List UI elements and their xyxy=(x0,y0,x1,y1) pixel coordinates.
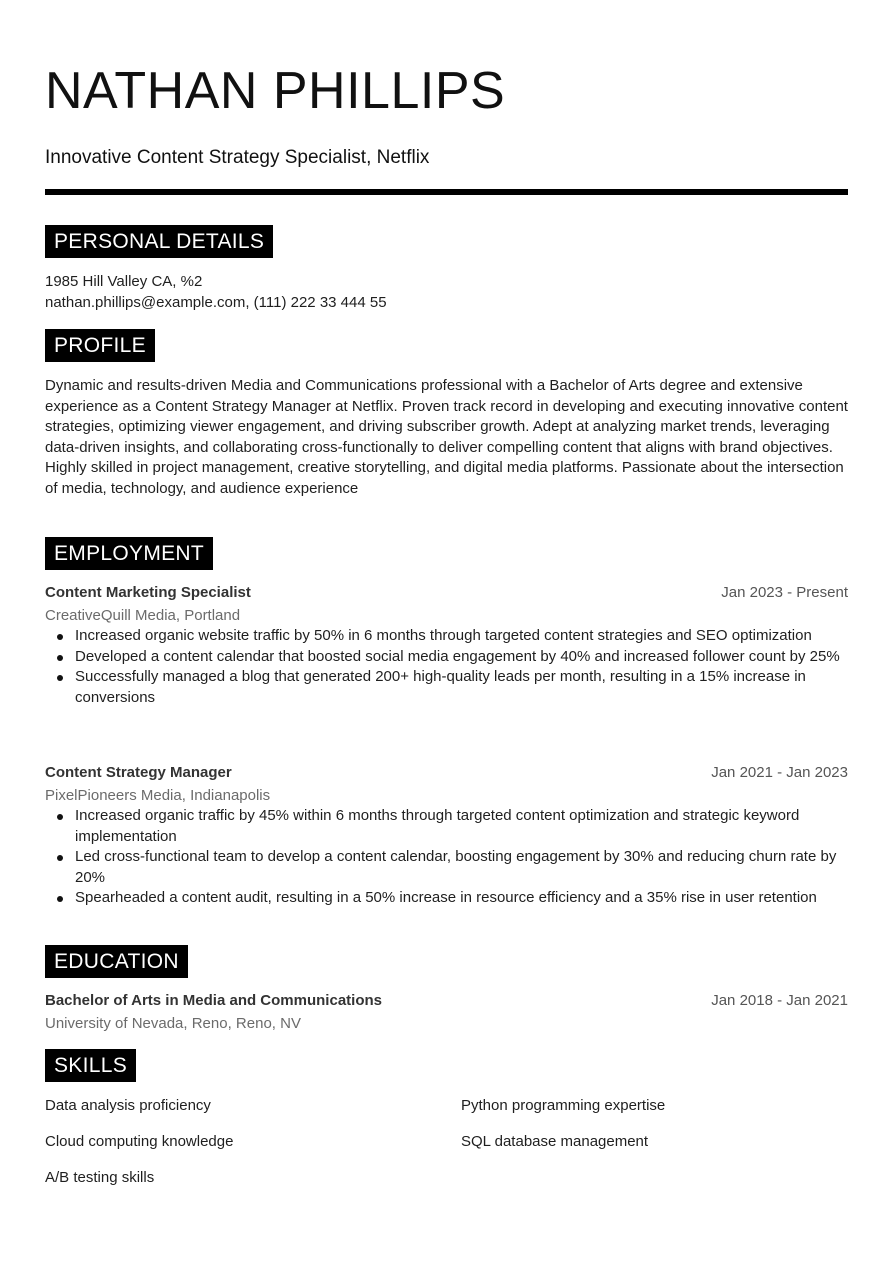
section-title-skills: SKILLS xyxy=(45,1049,136,1082)
skill-item: A/B testing skills xyxy=(45,1169,155,1186)
employment-entry xyxy=(45,764,848,909)
skill-item: Python programming expertise xyxy=(461,1097,666,1114)
job-company: PixelPioneers Media, Indianapolis xyxy=(45,787,271,804)
employment-entry xyxy=(45,584,848,708)
job-title: Content Strategy Manager xyxy=(45,764,232,781)
job-dates: Jan 2021 - Jan 2023 xyxy=(711,764,848,781)
candidate-headline: Innovative Content Strategy Specialist, Netflix xyxy=(45,147,430,168)
job-dates: Jan 2023 - Present xyxy=(721,584,848,601)
education-entry xyxy=(45,992,848,1034)
employment-entry-header xyxy=(45,584,848,605)
job-bullet-list xyxy=(45,626,848,708)
personal-address: 1985 Hill Valley CA, %2 xyxy=(45,273,203,290)
job-bullet: Developed a content calendar that boosted social media engagement by 40% and increased follower count by 25% xyxy=(45,647,848,668)
skill-item: Cloud computing knowledge xyxy=(45,1133,234,1150)
skill-item: Data analysis proficiency xyxy=(45,1097,211,1114)
profile-summary: Dynamic and results-driven Media and Communications professional with a Bachelor of Arts degree and extensive experience as a Content Strategy Manager at Netflix. Proven track record in developing and executing innovative content strategies, optimizing viewer engagement, and driving subscriber growth. Adept at analyzing market trends, leveraging data-driven insights, and collaborating cross-functionally to deliver compelling content that aligns with brand objectives. Highly skilled in project management, creative storytelling, and digital media platforms. Passionate about the intersection of media, technology, and audience experience xyxy=(45,377,848,497)
employment-entry-header xyxy=(45,764,848,785)
education-degree: Bachelor of Arts in Media and Communications xyxy=(45,992,382,1009)
candidate-name: NATHAN PHILLIPS xyxy=(45,62,506,120)
section-title-profile: PROFILE xyxy=(45,329,155,362)
job-bullet: Successfully managed a blog that generated 200+ high-quality leads per month, resulting in a 15% increase in conversions xyxy=(45,667,848,708)
education-school: University of Nevada, Reno, Reno, NV xyxy=(45,1015,301,1032)
job-company: CreativeQuill Media, Portland xyxy=(45,607,241,624)
education-entry-header xyxy=(45,992,848,1013)
skill-item: SQL database management xyxy=(461,1133,649,1150)
header-divider xyxy=(45,189,848,195)
job-bullet: Spearheaded a content audit, resulting in a 50% increase in resource efficiency and a 35% rise in user retention xyxy=(45,888,848,909)
job-bullet: Increased organic traffic by 45% within 6 months through targeted content optimization and strategic keyword implementation xyxy=(45,806,848,847)
job-bullet-list xyxy=(45,806,848,909)
section-title-personal-details: PERSONAL DETAILS xyxy=(45,225,273,258)
section-title-employment: EMPLOYMENT xyxy=(45,537,213,570)
job-bullet: Led cross-functional team to develop a content calendar, boosting engagement by 30% and reducing churn rate by 20% xyxy=(45,847,848,888)
education-dates: Jan 2018 - Jan 2021 xyxy=(711,992,848,1009)
personal-contact: nathan.phillips@example.com, (111) 222 33 444 55 xyxy=(45,294,387,311)
section-title-education: EDUCATION xyxy=(45,945,188,978)
job-title: Content Marketing Specialist xyxy=(45,584,251,601)
job-bullet: Increased organic website traffic by 50% in 6 months through targeted content strategies and SEO optimization xyxy=(45,626,848,647)
